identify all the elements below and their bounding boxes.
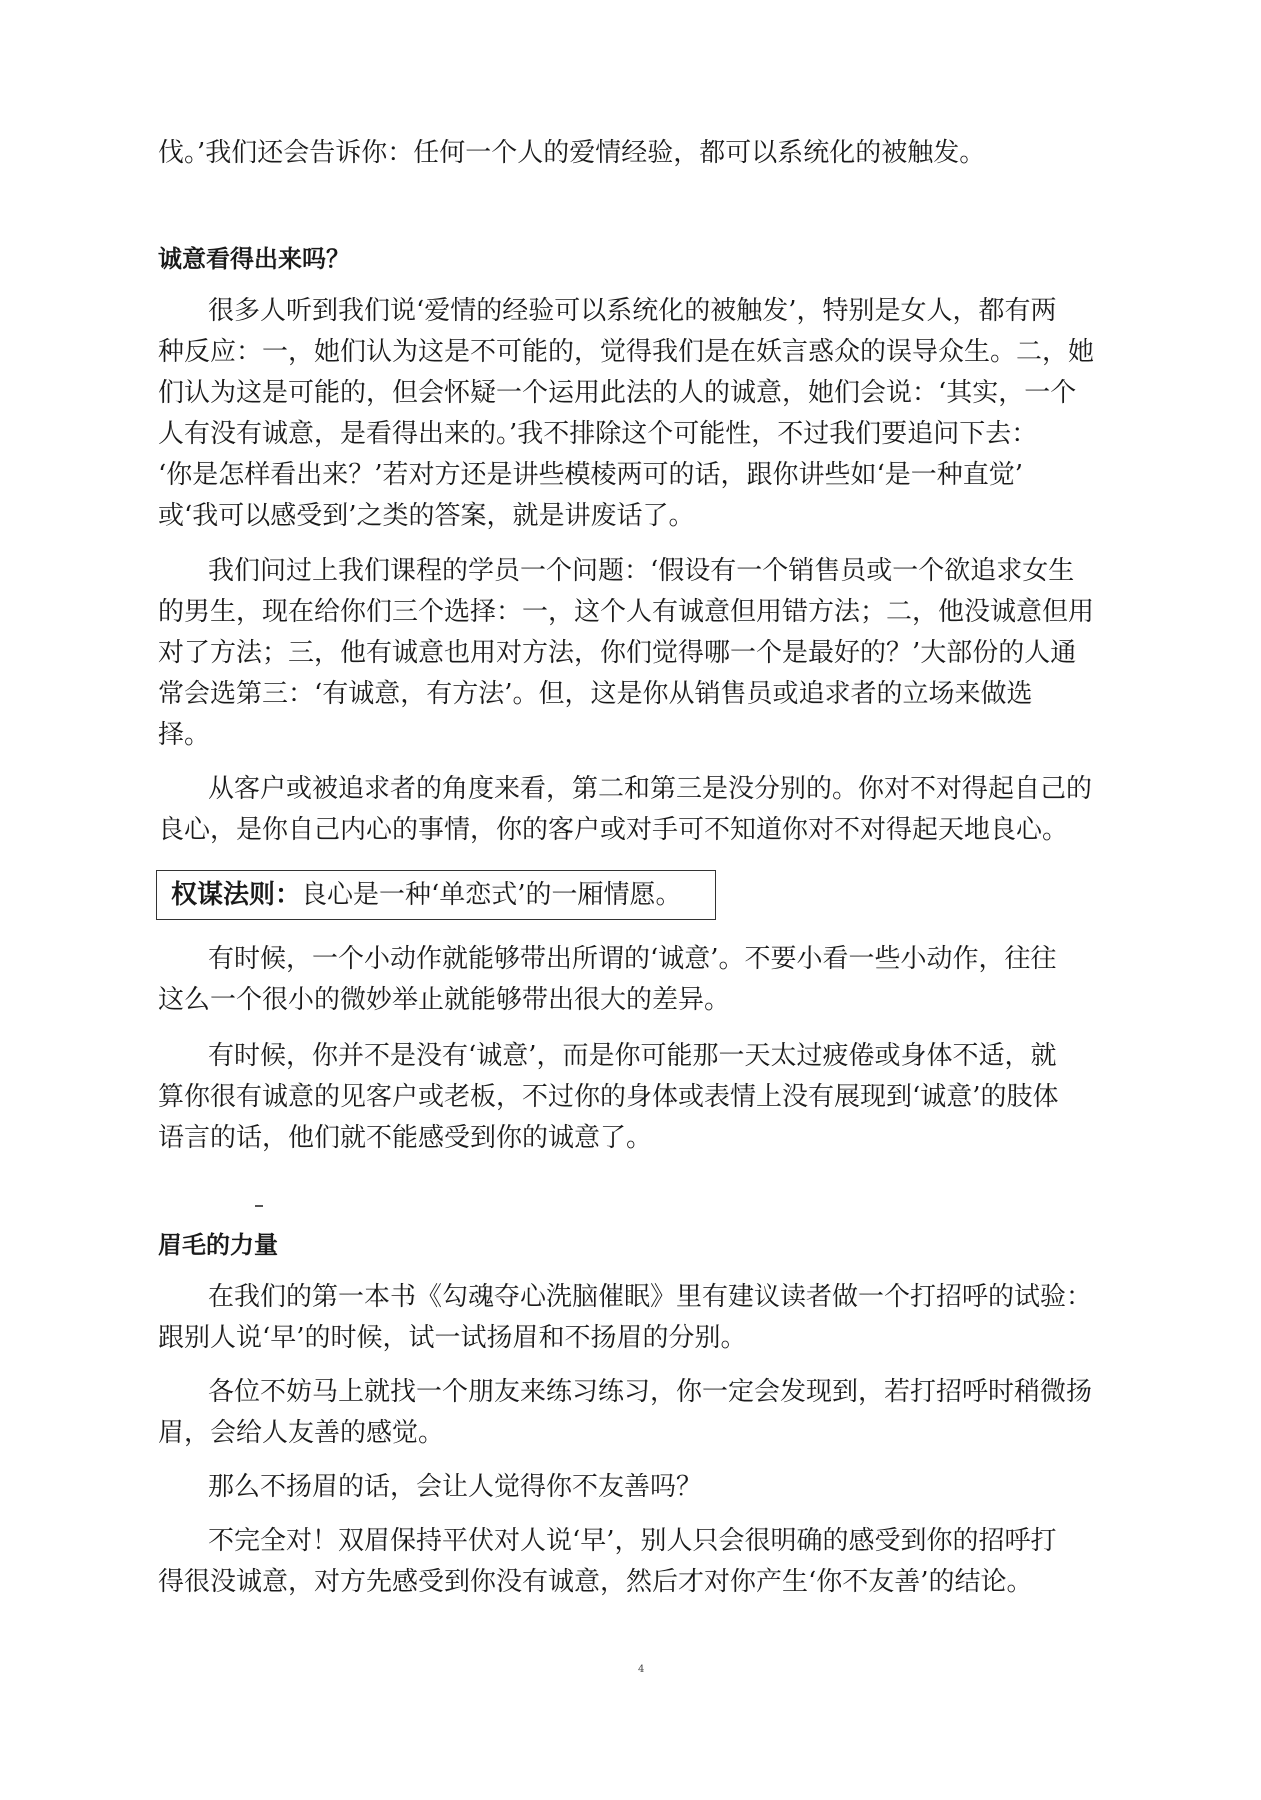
paragraph-line: 常会选第三：‘有诚意，有方法’。但，这是你从销售员或追求者的立场来做选 (158, 679, 1033, 709)
paragraph-line: 对了方法；三，他有诚意也用对方法，你们觉得哪一个是最好的？’大部份的人通 (158, 638, 1077, 668)
paragraph-line: 眉，会给人友善的感觉。 (158, 1418, 445, 1448)
paragraph-line: 有时候，你并不是没有‘诚意’，而是你可能那一天太过疲倦或身体不适，就 (208, 1041, 1057, 1071)
paragraph-line: 有时候，一个小动作就能够带出所谓的‘诚意’。不要小看一些小动作，往往 (208, 944, 1057, 974)
section-heading: 眉毛的力量 (158, 1231, 278, 1259)
paragraph-line: 很多人听到我们说‘爱情的经验可以系统化的被触发’，特别是女人，都有两 (208, 296, 1057, 326)
paragraph-line: 语言的话，他们就不能感受到你的诚意了。 (158, 1123, 653, 1153)
rule-callout-label: 权谋法则： (171, 880, 302, 910)
paragraph-line: 伐。’我们还会告诉你：任何一个人的爱情经验，都可以系统化的被触发。 (158, 138, 986, 168)
paragraph-line: 各位不妨马上就找一个朋友来练习练习，你一定会发现到，若打招呼时稍微扬 (208, 1377, 1093, 1407)
paragraph-line: 这么一个很小的微妙举止就能够带出很大的差异。 (158, 985, 731, 1015)
rule-callout-body: 良心是一种‘单恋式’的一厢情愿。 (301, 880, 682, 910)
paragraph-line: 得很没诚意，对方先感受到你没有诚意，然后才对你产生‘你不友善’的结论。 (158, 1567, 1033, 1597)
scan-speck (255, 1205, 263, 1207)
page-number: 4 (638, 1664, 645, 1675)
paragraph-line: 择。 (158, 720, 211, 750)
paragraph-line: 跟别人说‘早’的时候，试一试扬眉和不扬眉的分别。 (158, 1323, 747, 1353)
paragraph-line: 算你很有诚意的见客户或老板，不过你的身体或表情上没有展现到‘诚意’的肢体 (158, 1082, 1059, 1112)
section-heading: 诚意看得出来吗？ (158, 245, 350, 273)
rule-callout-text (171, 880, 682, 910)
paragraph-line: 从客户或被追求者的角度来看，第二和第三是没分别的。你对不对得起自己的 (208, 774, 1093, 804)
paragraph-line: 我们问过上我们课程的学员一个问题：‘假设有一个销售员或一个欲追求女生 (208, 556, 1075, 586)
paragraph-line: 那么不扬眉的话，会让人觉得你不友善吗？ (208, 1472, 703, 1502)
paragraph-line: ‘你是怎样看出来？’若对方还是讲些模棱两可的话，跟你讲些如‘是一种直觉’ (158, 460, 1024, 490)
paragraph-line: 种反应：一，她们认为这是不可能的，觉得我们是在妖言惑众的误导众生。二，她 (158, 337, 1095, 367)
paragraph-line: 们认为这是可能的，但会怀疑一个运用此法的人的诚意，她们会说：‘其实，一个 (158, 378, 1077, 408)
paragraph-line: 良心，是你自己内心的事情，你的客户或对手可不知道你对不对得起天地良心。 (158, 815, 1069, 845)
paragraph-line: 的男生，现在给你们三个选择：一，这个人有诚意但用错方法；二，他没诚意但用 (158, 597, 1095, 627)
paragraph-line: 在我们的第一本书《勾魂夺心洗脑催眠》里有建议读者做一个打招呼的试验： (208, 1282, 1093, 1312)
paragraph-line: 人有没有诚意，是看得出来的。’我不排除这个可能性，不过我们要追问下去： (158, 419, 1038, 449)
paragraph-line: 不完全对！双眉保持平伏对人说‘早’，别人只会很明确的感受到你的招呼打 (208, 1526, 1057, 1556)
rule-callout-box (156, 870, 716, 920)
paragraph-line: 或‘我可以感受到’之类的答案，就是讲废话了。 (158, 501, 695, 531)
